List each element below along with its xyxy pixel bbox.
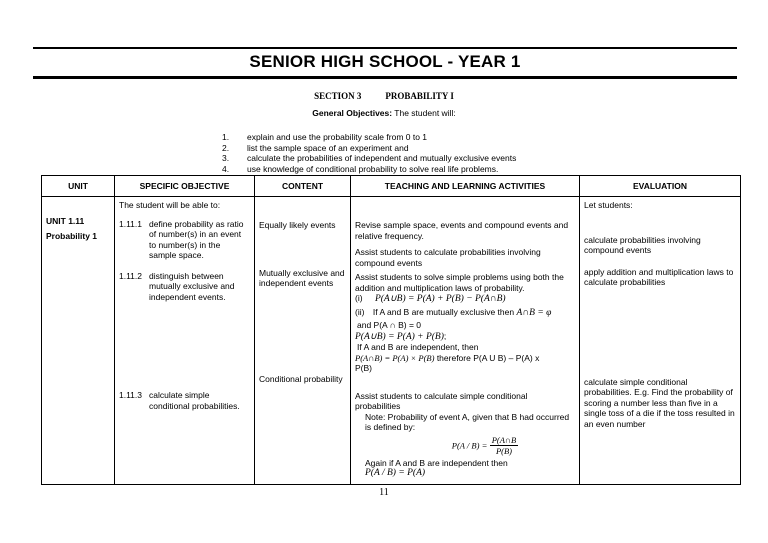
fraction	[490, 435, 519, 457]
objective-item	[222, 143, 516, 154]
formula-punctuation: ;	[443, 330, 447, 341]
objective-text: list the sample space of an experiment and	[247, 142, 409, 153]
fraction-denominator: P(B)	[495, 446, 512, 456]
column-header-objective: SPECIFIC OBJECTIVE	[115, 176, 255, 197]
evaluation-3: calculate simple conditional probabilities. E.g. Find the probability of scoring a number less than five in a single toss of a die if the toss resulted in an even number	[584, 376, 735, 429]
objective-text: explain and use the probability scale from 0 to 1	[247, 132, 428, 142]
therefore-text: therefore P(A U B) – P(A) x	[434, 352, 540, 363]
conditional-formula	[395, 435, 575, 457]
objective-text: distinguish between mutually exclusive and independent events.	[149, 270, 235, 302]
mutex-text: If A and B are mutually exclusive then	[372, 306, 515, 317]
item-label: (ii)	[355, 306, 365, 317]
independent-text: If A and B are independent, then	[357, 342, 479, 352]
table-row	[42, 197, 741, 485]
objectives-intro: The student will:	[392, 108, 456, 118]
item-label: (i)	[355, 293, 363, 303]
again-formula: P(A / B) = P(A)	[365, 468, 426, 478]
evaluation-2: apply addition and multiplication laws to calculate probabilities	[584, 266, 734, 287]
objective-cell	[115, 197, 255, 485]
objectives-label: General Objectives:	[312, 108, 393, 118]
objective-number: 1.	[222, 132, 230, 142]
objective-number: 1.11.2	[119, 270, 143, 281]
mutex-sum-formula: P(A∪B) = P(A) + P(B)	[355, 331, 444, 342]
section-heading	[0, 91, 768, 101]
objective-number: 1.11.1	[119, 218, 143, 229]
objective-item	[222, 153, 516, 164]
therefore-tail: P(B)	[355, 363, 372, 373]
objective-1-11-2	[119, 271, 250, 303]
addition-formula: P(A∪B) = P(A) + P(B) − P(A∩B)	[374, 294, 506, 304]
objective-number: 1.11.3	[119, 390, 143, 400]
conditional-note: Note: Probability of event A, given that B had occurred is defined by:	[365, 411, 570, 432]
content-mutually-exclusive: Mutually exclusive and independent events	[259, 267, 345, 288]
content-conditional: Conditional probability	[259, 373, 343, 384]
mutex-formula: A∩B = φ	[516, 307, 552, 318]
objective-item	[222, 164, 516, 175]
activity-compound: Assist students to calculate probabilities involving compound events	[355, 247, 541, 268]
activity-laws-intro: Assist students to solve simple problems using both the addition and multiplication laws of probability.	[355, 272, 564, 293]
activity-conditional-intro: Assist students to calculate simple conditional probabilities	[355, 390, 528, 411]
unit-name: Probability 1	[46, 230, 98, 241]
objective-text: calculate the probabilities of independent and mutually exclusive events	[247, 153, 517, 163]
objective-intro: The student will be able to:	[119, 200, 221, 210]
addition-law	[355, 293, 575, 305]
page-number: 11	[379, 487, 389, 498]
column-header-evaluation: EVALUATION	[580, 176, 741, 197]
section-title: PROBABILITY I	[385, 91, 454, 101]
unit-cell	[42, 197, 115, 485]
fraction-numerator: P(A∩B	[491, 434, 517, 445]
objective-number: 2.	[222, 142, 230, 153]
objective-text: define probability as ratio of number(s) in an event to number(s) in the sample space.	[149, 218, 244, 260]
objective-1-11-1	[119, 219, 250, 261]
evaluation-1: calculate probabilities involving compound events	[584, 234, 701, 255]
table-header-row	[42, 176, 741, 197]
again-text: Again if A and B are independent then	[365, 457, 508, 468]
evaluation-cell	[580, 197, 741, 485]
objective-1-11-3	[119, 390, 250, 411]
objective-item	[222, 132, 516, 143]
formula-lhs: P(A / B) =	[451, 439, 488, 450]
syllabus-table	[41, 175, 741, 485]
content-cell	[255, 197, 351, 485]
document-title: SENIOR HIGH SCHOOL - YEAR 1	[249, 52, 521, 71]
objectives-list	[222, 132, 516, 174]
top-rule	[33, 47, 737, 49]
mutually-exclusive-law	[355, 307, 575, 319]
bottom-rule	[33, 76, 737, 79]
objective-number: 4.	[222, 163, 230, 174]
general-objectives	[0, 108, 768, 118]
objective-text: use knowledge of conditional probability to solve real life problems.	[247, 163, 499, 174]
column-header-unit: UNIT	[42, 176, 115, 197]
product-law	[355, 353, 575, 364]
column-header-activities: TEACHING AND LEARNING ACTIVITIES	[351, 176, 580, 197]
content-equally-likely: Equally likely events	[259, 220, 336, 230]
objective-text: calculate simple conditional probabilities.	[149, 390, 240, 411]
mutex-sum	[355, 331, 575, 343]
and-zero: and P(A ∩ B) = 0	[357, 320, 421, 330]
column-header-content: CONTENT	[255, 176, 351, 197]
section-number: SECTION 3	[314, 91, 362, 101]
product-formula: P(A∩B) = P(A) × P(B)	[355, 352, 435, 363]
unit-code: UNIT 1.11	[46, 216, 85, 226]
activities-cell	[351, 197, 580, 485]
objective-number: 3.	[222, 153, 230, 163]
activity-revise: Revise sample space, events and compound events and relative frequency.	[355, 220, 569, 241]
evaluation-intro: Let students:	[584, 200, 633, 210]
